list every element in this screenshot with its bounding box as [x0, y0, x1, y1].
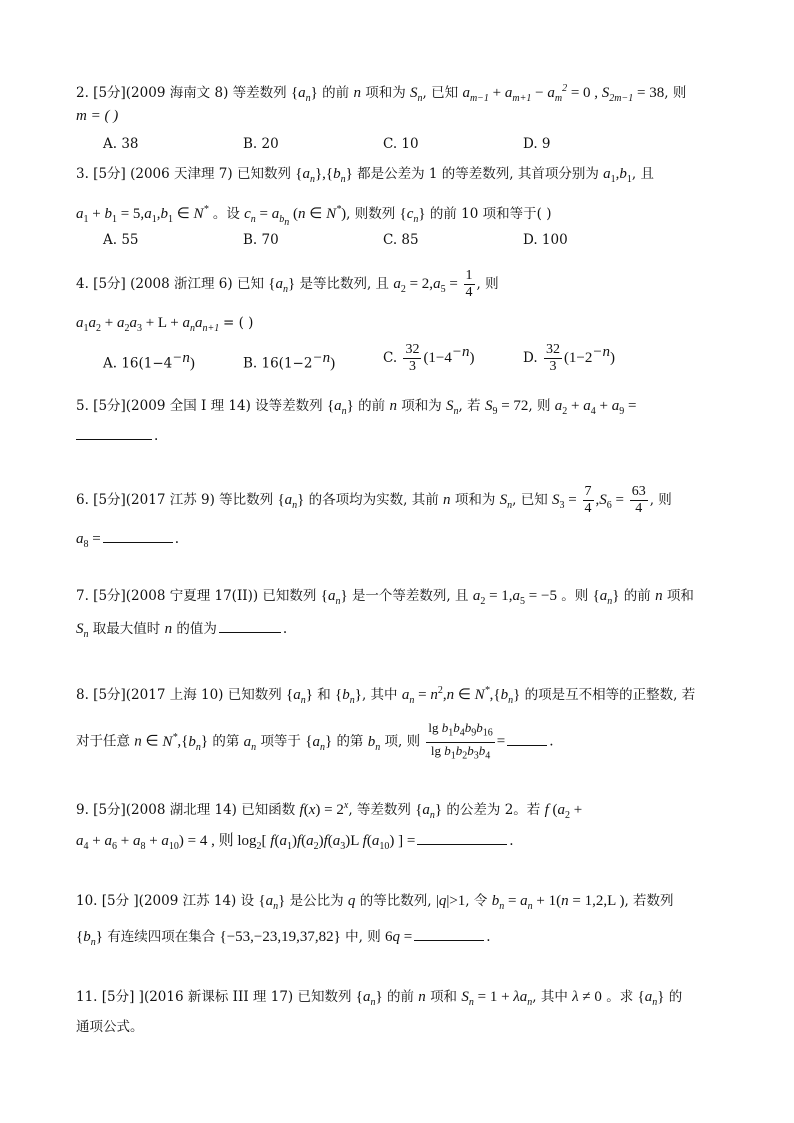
option-c: C. 85 — [383, 232, 419, 248]
fraction: $\frac{\lg b_1b_4b_9b_{16}}{\lg b_1b_2b_3b_4}$ — [428, 720, 493, 762]
question-5-line-1: 5. [5分](2009 全国 I 理 14) 设等差数列 $\{a_n\}$ 的前 n 项和为 $S_n$, 若 $S_9 = 72$, 则 $a_2 + a_4 + a_9$ = — [76, 398, 637, 417]
answer-blank[interactable] — [103, 528, 173, 543]
question-2-line-2: m = ( ) — [76, 108, 119, 124]
option-d: D. 9 — [523, 136, 551, 152]
option-b: B. 70 — [243, 232, 279, 248]
question-6-line-1: 6. [5分](2017 江苏 9) 等比数列 $\{a_n\}$ 的各项均为实数, 其前 n 项和为 $S_n$, 已知 $S_3$ = $\frac{7}{4}$ $,S_6$ = $\frac{63}{4}$ , 则 — [76, 484, 672, 516]
question-3-line-2: $a_1 + b_1 = 5,a_1,b_1$ ∈ N* 。设 $c_n = a_{b_n}$ (n ∈ N*), 则数列 $\{c_n\}$ 的前 10 项和等于( ) — [76, 204, 552, 228]
option-d: D. 100 — [523, 232, 568, 248]
answer-blank[interactable] — [76, 425, 152, 440]
option-c: C. 10 — [383, 136, 419, 152]
question-10-line-1: 10. [5分 ](2009 江苏 14) 设 $\{a_n\}$ 是公比为 q 的等比数列, |q|>1, 令 $b_n = a_n + 1(n = 1,2,L$ ), 若数列 — [76, 893, 674, 912]
question-10-line-2: $\{b_n\}$ 有连续四项在集合 {−53,−23,19,37,82} 中, 则 6q = . — [76, 926, 716, 954]
question-5-answer-line: . — [76, 425, 716, 447]
question-7-line-1: 7. [5分](2008 宁夏理 17(II)) 已知数列 $\{a_n\}$ 是一个等差数列, 且 $a_2 = 1,a_5 = -5$ 。则 $\{a_n\}$ 的前 n 项和 — [76, 588, 694, 607]
question-8-line-2: 对于任意 n ∈ $N^*,\{b_n\}$ 的第 $a_n$ 项等于 $\{a_n\}$ 的第 $b_n$ 项, 则 $\frac{\lg b_1b_4b_9b_{16}}{\lg b_1b_2b_3b_4}$ = . — [76, 720, 716, 764]
answer-blank[interactable] — [507, 731, 547, 746]
answer-blank[interactable] — [219, 618, 281, 633]
answer-blank[interactable] — [414, 926, 484, 941]
question-4-line-2: $a_1a_2 + a_2a_3 + L + a_na_{n+1}$ = ( ) — [76, 315, 254, 334]
q2-stem: 2. [5分](2009 海南文 8) 等差数列 — [76, 85, 287, 101]
question-11-line-2: 通项公式。 — [76, 1019, 144, 1035]
option-b: B. $16(1-2^{-n})$ — [243, 350, 336, 372]
answer-blank[interactable] — [417, 830, 507, 845]
question-3-line-1: 3. [5分] (2006 天津理 7) 已知数列 $\{a_n\},\{b_n\}$ 都是公差为 1 的等差数列, 其首项分别为 $a_1,b_1$, 且 — [76, 166, 655, 185]
option-b: B. 20 — [243, 136, 279, 152]
option-a: A. $16(1-4^{-n})$ — [103, 350, 195, 372]
question-2-line-1: 2. [5分](2009 海南文 8) 等差数列 $\{a_n\}$ 的前 n 项和为 $S_n$, 已知 $a_{m-1} + a_{m+1} - a_m^2 = 0$ , $S_{2m-1} = 38$, 则 — [76, 83, 687, 104]
question-9-line-1: 9. [5分](2008 湖北理 14) 已知函数 $f(x) = 2^x$, 等差数列 $\{a_n\}$ 的公差为 2。若 f ($a_2$ + — [76, 800, 583, 821]
question-6-answer-line: $a_8$ = . — [76, 528, 716, 556]
question-8-line-1: 8. [5分](2017 上海 10) 已知数列 $\{a_n\}$ 和 $\{b_n\}$, 其中 $a_n = n^2,n$ ∈ $N^*,\{b_n\}$ 的项是互不相等的正整数, 若 — [76, 685, 696, 706]
option-d: D. $\frac{32}{3}$ $(1-2^{-n})$ — [523, 342, 616, 374]
option-c: C. $\frac{32}{3}$ $(1-4^{-n})$ — [383, 342, 475, 374]
question-9-line-2: $a_4 + a_6 + a_8 + a_{10}) = 4$ , 则 $\log_2$[ $f(a_1)f(a_2)f(a_3)L$ $f(a_{10})$ ] = . — [76, 830, 716, 858]
fraction: $\frac{1}{4}$ — [465, 268, 473, 300]
question-4-line-1: 4. [5分] (2008 浙江理 6) 已知 $\{a_n\}$ 是等比数列, 且 $a_2 = 2,a_5$ = $\frac{1}{4}$ , 则 — [76, 268, 499, 300]
question-11-line-1: 11. [5分] ](2016 新课标 III 理 17) 已知数列 $\{a_n\}$ 的前 n 项和 $S_n = 1 + \lambda a_n$, 其中 λ ≠ 0 。求 $\{a_n\}$ 的 — [76, 989, 683, 1008]
option-a: A. 38 — [103, 136, 139, 152]
question-7-line-2: $S_n$ 取最大值时 n 的值为 . — [76, 618, 716, 646]
option-a: A. 55 — [103, 232, 139, 248]
